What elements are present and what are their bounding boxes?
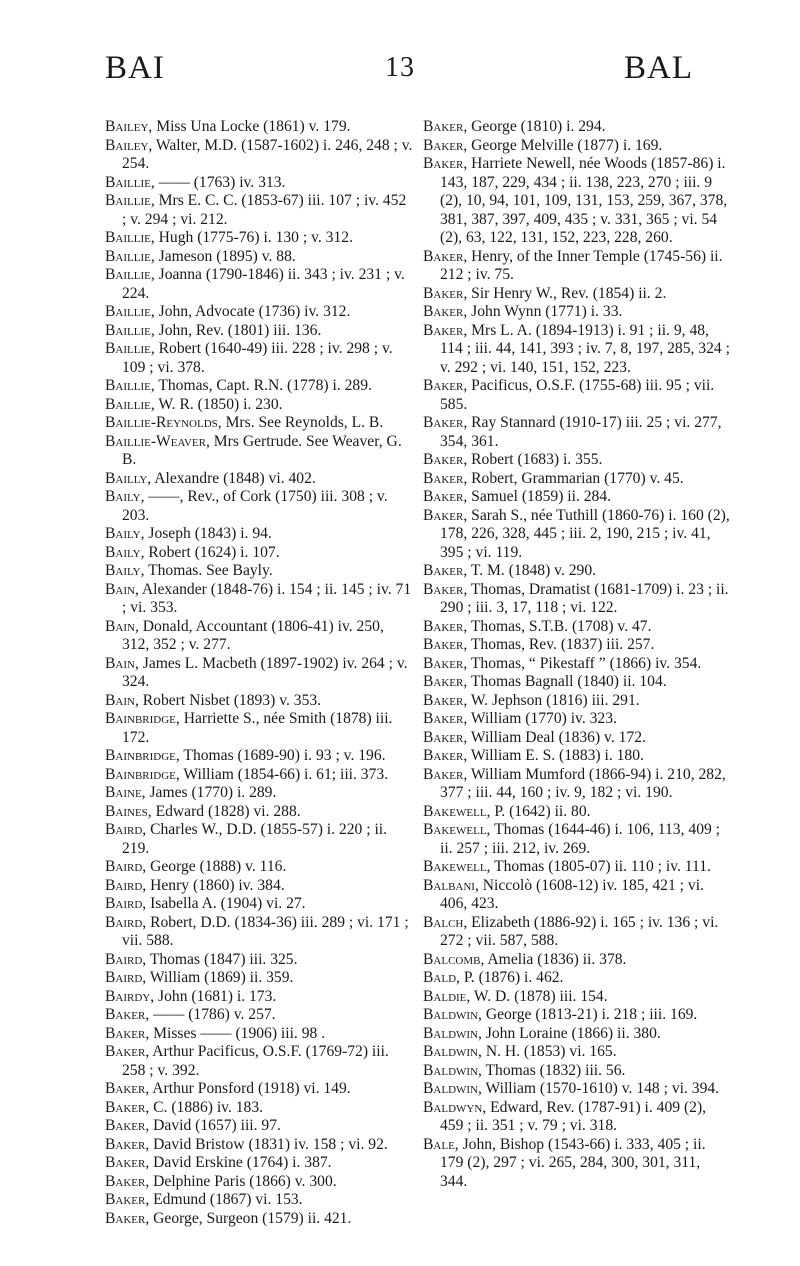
- entry-surname: Bakewell,: [423, 858, 491, 875]
- entry-details: Robert, D.D. (1834-36) iii. 289 ; vi. 171 ; vii. 588.: [122, 913, 409, 949]
- entry-details: John Wynn (1771) i. 33.: [471, 303, 623, 320]
- entry-surname: Baker,: [423, 580, 468, 598]
- index-entry: [105, 192, 413, 229]
- entry-surname: Balcomb,: [423, 950, 485, 968]
- entry-details: John, Rev. (1801) iii. 136.: [158, 321, 322, 339]
- entry-surname: Bain,: [105, 580, 139, 598]
- entry-details: Alexander (1848-76) i. 154 ; ii. 145 ; iv. 71 ; vi. 353.: [122, 580, 412, 616]
- entry-details: Misses —— (1906) iii. 98 .: [153, 1024, 326, 1042]
- entry-surname: Baker,: [105, 1098, 150, 1116]
- entry-details: Hugh (1775-76) i. 130 ; v. 312.: [158, 229, 353, 246]
- entry-surname: Baker,: [423, 617, 468, 635]
- index-entry: [105, 618, 413, 655]
- entry-details: Niccolò (1608-12) iv. 185, 421 ; vi. 406, 423.: [440, 876, 704, 912]
- entry-surname: Baird,: [105, 876, 147, 894]
- index-entry: [105, 266, 413, 303]
- entry-details: C. (1886) iv. 183.: [153, 1098, 264, 1116]
- entry-surname: Bainbridge,: [105, 710, 180, 727]
- entry-details: Thomas (1689-90) i. 93 ; v. 196.: [183, 747, 386, 764]
- header-first-entry-key: BAI: [105, 50, 165, 86]
- index-entry: [105, 747, 413, 766]
- entry-details: Thomas, Dramatist (1681-1709) i. 23 ; ii. 290 ; iii. 3, 17, 118 ; vi. 122.: [440, 580, 729, 616]
- entry-details: W. R. (1850) i. 230.: [158, 395, 283, 413]
- entry-details: Thomas (1644-46) i. 106, 113, 409 ; ii. 257 ; iii. 212, iv. 269.: [440, 821, 721, 857]
- index-entry: [105, 1099, 413, 1118]
- entry-details: Harriete Newell, née Woods (1857-86) i. 143, 187, 229, 434 ; ii. 138, 223, 270 ; iii. 9 (2), 10, 94, 101, 109, 131, 153, 259, 367, 378, 381, 387, 397, 409, 435 ; v. 331, 365 ; vi. 54 (2), 63, 122, 131, 152, 223, 228, 260.: [440, 155, 728, 246]
- entry-details: Joseph (1843) i. 94.: [148, 525, 272, 542]
- entry-surname: Baker,: [423, 673, 468, 690]
- entry-details: N. H. (1853) vi. 165.: [485, 1043, 617, 1060]
- entry-surname: Baker,: [423, 469, 468, 487]
- entry-details: Mrs. See Reynolds, L. B.: [225, 414, 384, 431]
- index-entry: [423, 562, 731, 581]
- entry-surname: Baker,: [423, 488, 468, 505]
- entry-details: Thomas (1832) iii. 56.: [485, 1061, 626, 1079]
- entry-details: Mrs E. C. C. (1853-67) iii. 107 ; iv. 452 ; v. 294 ; vi. 212.: [122, 192, 407, 228]
- index-entry: [423, 470, 731, 489]
- entry-details: Edward, Rev. (1787-91) i. 409 (2), 459 ; ii. 351 ; v. 79 ; vi. 318.: [440, 1098, 707, 1134]
- index-entry: [105, 895, 413, 914]
- index-entry: [105, 1173, 413, 1192]
- entry-details: William Deal (1836) v. 172.: [470, 728, 646, 746]
- entry-details: David Erskine (1764) i. 387.: [153, 1154, 332, 1171]
- entry-details: Elizabeth (1886-92) i. 165 ; iv. 136 ; vi. 272 ; vii. 587, 588.: [440, 913, 719, 949]
- entry-surname: Baillie,: [105, 229, 155, 246]
- entry-surname: Baker,: [423, 728, 468, 746]
- index-entry: [105, 951, 413, 970]
- entry-details: Thomas, Rev. (1837) iii. 257.: [470, 636, 655, 653]
- entry-details: George Melville (1877) i. 169.: [471, 136, 663, 154]
- entry-details: Edward (1828) vi. 288.: [155, 802, 301, 820]
- index-entry: [105, 248, 413, 267]
- index-entry: [105, 303, 413, 322]
- entry-surname: Baird,: [105, 858, 147, 875]
- index-entry: [105, 414, 413, 433]
- entry-details: Thomas Bagnall (1840) ii. 104.: [470, 673, 667, 690]
- entry-surname: Bald,: [423, 969, 460, 986]
- index-entry: [105, 137, 413, 174]
- entry-surname: Baillie-Reynolds,: [105, 414, 222, 431]
- entry-surname: Baines,: [105, 802, 152, 820]
- entry-surname: Bairdy,: [105, 987, 155, 1005]
- entry-surname: Baker,: [105, 1191, 150, 1208]
- index-entry: [105, 1210, 413, 1229]
- index-entry: [105, 118, 413, 137]
- entry-surname: Baldwin,: [423, 1080, 482, 1097]
- entry-details: —— (1763) iv. 313.: [158, 173, 286, 191]
- entry-surname: Baillie,: [105, 377, 155, 394]
- entry-surname: Baillie,: [105, 173, 155, 191]
- entry-details: John Loraine (1866) ii. 380.: [485, 1024, 661, 1042]
- index-column-right: [423, 118, 731, 1191]
- entry-details: Mrs L. A. (1894-1913) i. 91 ; ii. 9, 48, 114 ; iii. 44, 141, 393 ; iv. 7, 8, 197, 285, 324 ; v. 292 ; vi. 140, 151, 152, 223.: [440, 321, 730, 376]
- entry-surname: Baird,: [105, 969, 147, 986]
- index-entry: [105, 766, 413, 785]
- index-entry: [423, 969, 731, 988]
- index-entry: [423, 729, 731, 748]
- entry-details: William (1770) iv. 323.: [470, 710, 617, 727]
- index-entry: [423, 1136, 731, 1192]
- index-entry: [105, 692, 413, 711]
- entry-surname: Baker,: [423, 247, 468, 265]
- entry-details: William Mumford (1866-94) i. 210, 282, 377 ; iii. 44, 160 ; iv. 9, 182 ; vi. 190.: [440, 765, 726, 801]
- entry-surname: Baker,: [105, 1080, 150, 1097]
- entry-surname: Bale,: [423, 1135, 459, 1153]
- entry-surname: Baker,: [105, 1117, 150, 1134]
- entry-details: Arthur Ponsford (1918) vi. 149.: [152, 1080, 351, 1097]
- index-entry: [105, 1080, 413, 1099]
- entry-details: Isabella A. (1904) vi. 27.: [150, 895, 306, 912]
- entry-details: John (1681) i. 173.: [158, 987, 277, 1005]
- entry-details: Arthur Pacificus, O.S.F. (1769-72) iii. 258 ; v. 392.: [122, 1043, 389, 1079]
- entry-surname: Balbani,: [423, 876, 479, 894]
- index-entry: [423, 951, 731, 970]
- index-entry: [105, 525, 413, 544]
- index-entry: [423, 303, 731, 322]
- entry-details: James L. Macbeth (1897-1902) iv. 264 ; v. 324.: [122, 654, 408, 690]
- page-number: 13: [385, 52, 415, 83]
- entry-surname: Baine,: [105, 784, 146, 801]
- entry-surname: Baker,: [105, 1209, 150, 1227]
- index-entry: [423, 137, 731, 156]
- header-last-entry-key: BAL: [624, 50, 693, 86]
- index-entry: [105, 821, 413, 858]
- index-entry: [423, 655, 731, 674]
- index-entry: [105, 710, 413, 747]
- entry-details: George (1888) v. 116.: [150, 858, 287, 875]
- index-entry: [423, 155, 731, 248]
- entry-details: John, Advocate (1736) iv. 312.: [158, 303, 351, 320]
- index-entry: [105, 1043, 413, 1080]
- page-header: [0, 50, 800, 100]
- index-entry: [423, 618, 731, 637]
- entry-details: Robert Nisbet (1893) v. 353.: [142, 691, 322, 709]
- entry-surname: Baldwin,: [423, 1024, 482, 1042]
- entry-surname: Baker,: [423, 691, 468, 709]
- index-entry: [423, 581, 731, 618]
- entry-surname: Baker,: [105, 1154, 150, 1171]
- entry-surname: Bakewell,: [423, 821, 491, 838]
- index-entry: [105, 969, 413, 988]
- entry-surname: Baker,: [423, 321, 468, 339]
- entry-surname: Bain,: [105, 617, 139, 635]
- entry-surname: Baldwin,: [423, 1061, 482, 1079]
- index-entry: [423, 451, 731, 470]
- entry-surname: Baillie,: [105, 340, 155, 357]
- entry-details: —— (1786) v. 257.: [153, 1006, 276, 1023]
- index-entry: [423, 488, 731, 507]
- index-entry: [423, 766, 731, 803]
- entry-details: Charles W., D.D. (1855-57) i. 220 ; ii. 219.: [122, 821, 388, 857]
- index-entry: [105, 1154, 413, 1173]
- entry-details: Miss Una Locke (1861) v. 179.: [156, 118, 351, 135]
- entry-surname: Balch,: [423, 913, 468, 931]
- entry-surname: Baker,: [423, 303, 468, 320]
- index-entry: [423, 1099, 731, 1136]
- entry-surname: Baillie,: [105, 321, 155, 339]
- entry-surname: Baldwyn,: [423, 1098, 487, 1116]
- entry-surname: Baillie,: [105, 247, 155, 265]
- index-entry: [423, 507, 731, 563]
- entry-surname: Baker,: [423, 451, 468, 468]
- index-entry: [105, 322, 413, 341]
- entry-details: Thomas, “ Pikestaff ” (1866) iv. 354.: [470, 654, 702, 672]
- entry-details: Robert (1640-49) iii. 228 ; iv. 298 ; v. 109 ; vi. 378.: [122, 340, 393, 376]
- entry-surname: Baker,: [423, 710, 468, 727]
- index-entry: [105, 1191, 413, 1210]
- index-entry: [423, 377, 731, 414]
- index-entry: [423, 914, 731, 951]
- entry-surname: Bain,: [105, 654, 139, 672]
- index-entry: [105, 229, 413, 248]
- entry-surname: Baily,: [105, 525, 145, 542]
- entry-surname: Baker,: [423, 414, 468, 431]
- index-entry: [423, 710, 731, 729]
- index-entry: [423, 1080, 731, 1099]
- entry-surname: Baldie,: [423, 987, 471, 1005]
- entry-surname: Baker,: [105, 1135, 150, 1153]
- entry-details: George (1813-21) i. 218 ; iii. 169.: [485, 1006, 698, 1023]
- index-entry: [105, 784, 413, 803]
- index-entry: [105, 340, 413, 377]
- index-column-left: [105, 118, 413, 1228]
- entry-details: P. (1876) i. 462.: [463, 969, 564, 986]
- index-entry: [105, 544, 413, 563]
- entry-details: Delphine Paris (1866) v. 300.: [153, 1172, 337, 1190]
- entry-details: Henry (1860) iv. 384.: [150, 876, 285, 894]
- entry-surname: Baily,: [105, 543, 145, 561]
- entry-details: Henry, of the Inner Temple (1745-56) ii. 212 ; iv. 75.: [440, 247, 723, 283]
- entry-details: ——, Rev., of Cork (1750) iii. 308 ; v. 203.: [122, 488, 388, 524]
- entry-details: Donald, Accountant (1806-41) iv. 250, 312, 352 ; v. 277.: [122, 617, 384, 653]
- entry-surname: Baker,: [105, 1006, 150, 1023]
- entry-details: George (1810) i. 294.: [471, 118, 606, 135]
- entry-surname: Baillie,: [105, 266, 155, 283]
- entry-surname: Bainbridge,: [105, 765, 180, 783]
- entry-details: Alexandre (1848) vi. 402.: [154, 469, 316, 487]
- entry-details: Thomas, S.T.B. (1708) v. 47.: [470, 617, 652, 635]
- entry-details: W. D. (1878) iii. 154.: [473, 987, 608, 1005]
- index-entry: [105, 877, 413, 896]
- entry-surname: Baillie,: [105, 303, 155, 320]
- entry-details: David Bristow (1831) iv. 158 ; vi. 92.: [153, 1135, 388, 1153]
- index-entry: [105, 562, 413, 581]
- entry-surname: Baker,: [423, 506, 468, 524]
- entry-surname: Baird,: [105, 950, 147, 968]
- entry-details: Walter, M.D. (1587-1602) i. 246, 248 ; v. 254.: [122, 136, 413, 172]
- entry-surname: Baker,: [423, 377, 468, 394]
- entry-details: William (1570-1610) v. 148 ; vi. 394.: [485, 1080, 720, 1097]
- index-entry: [423, 1062, 731, 1081]
- index-entry: [105, 581, 413, 618]
- entry-details: Harriette S., née Smith (1878) iii. 172.: [122, 710, 393, 746]
- entry-surname: Bailey,: [105, 136, 153, 154]
- entry-surname: Baker,: [423, 654, 468, 672]
- index-entry: [423, 118, 731, 137]
- entry-details: Joanna (1790-1846) ii. 343 ; iv. 231 ; v. 224.: [122, 266, 405, 302]
- index-entry: [105, 803, 413, 822]
- index-entry: [423, 988, 731, 1007]
- entry-details: Amelia (1836) ii. 378.: [487, 950, 627, 968]
- entry-details: Robert (1683) i. 355.: [471, 451, 603, 468]
- entry-details: Sarah S., née Tuthill (1860-76) i. 160 (2), 178, 226, 328, 445 ; iii. 2, 190, 215 ; iv. 41, 395 ; vi. 119.: [440, 506, 730, 561]
- entry-surname: Baillie-Weaver,: [105, 432, 210, 450]
- entry-details: Robert (1624) i. 107.: [148, 543, 280, 561]
- entry-details: Samuel (1859) ii. 284.: [471, 488, 612, 505]
- index-entry: [423, 1006, 731, 1025]
- index-entry: [423, 285, 731, 304]
- index-entry: [105, 655, 413, 692]
- entry-details: Mrs Gertrude. See Weaver, G. B.: [122, 432, 402, 468]
- index-entry: [105, 433, 413, 470]
- index-entry: [105, 1117, 413, 1136]
- entry-details: Sir Henry W., Rev. (1854) ii. 2.: [471, 284, 667, 302]
- entry-details: James (1770) i. 289.: [149, 784, 277, 801]
- entry-surname: Baker,: [423, 284, 468, 302]
- index-entry: [423, 673, 731, 692]
- entry-surname: Baillie,: [105, 395, 155, 413]
- entry-details: Edmund (1867) vi. 153.: [153, 1191, 303, 1208]
- index-entry: [105, 858, 413, 877]
- entry-surname: Baker,: [423, 636, 468, 653]
- entry-details: T. M. (1848) v. 290.: [470, 562, 597, 579]
- entry-details: Robert, Grammarian (1770) v. 45.: [471, 469, 684, 487]
- index-entry: [423, 692, 731, 711]
- entry-details: Thomas (1847) iii. 325.: [149, 950, 298, 968]
- entry-details: William (1854-66) i. 61; iii. 373.: [183, 765, 389, 783]
- index-entry: [105, 470, 413, 489]
- entry-details: Thomas, Capt. R.N. (1778) i. 289.: [158, 377, 372, 394]
- index-entry: [105, 1136, 413, 1155]
- entry-surname: Bain,: [105, 691, 139, 709]
- entry-surname: Baker,: [105, 1024, 150, 1042]
- index-entry: [423, 322, 731, 378]
- index-entry: [423, 1043, 731, 1062]
- entry-surname: Baker,: [105, 1172, 150, 1190]
- entry-details: George, Surgeon (1579) ii. 421.: [153, 1209, 352, 1227]
- index-entry: [105, 396, 413, 415]
- entry-surname: Baker,: [423, 155, 468, 172]
- index-entry: [423, 858, 731, 877]
- index-entry: [423, 248, 731, 285]
- entry-surname: Bakewell,: [423, 802, 491, 820]
- entry-surname: Baillie,: [105, 192, 155, 209]
- index-entry: [105, 377, 413, 396]
- index-entry: [423, 1025, 731, 1044]
- entry-details: William E. S. (1883) i. 180.: [470, 747, 644, 764]
- index-entry: [423, 821, 731, 858]
- entry-surname: Baker,: [423, 765, 468, 783]
- entry-surname: Baily,: [105, 488, 145, 505]
- entry-surname: Baird,: [105, 913, 147, 931]
- entry-details: Jameson (1895) v. 88.: [158, 247, 296, 265]
- entry-surname: Baker,: [105, 1043, 150, 1060]
- entry-details: John, Bishop (1543-66) i. 333, 405 ; ii. 179 (2), 297 ; vi. 265, 284, 300, 301, 311, 344.: [440, 1135, 706, 1190]
- entry-surname: Bailey,: [105, 118, 153, 135]
- index-entry: [105, 1006, 413, 1025]
- entry-surname: Baker,: [423, 118, 468, 135]
- index-entry: [423, 636, 731, 655]
- entry-surname: Bailly,: [105, 469, 152, 487]
- index-entry: [105, 988, 413, 1007]
- entry-surname: Bainbridge,: [105, 747, 180, 764]
- index-entry: [105, 1025, 413, 1044]
- entry-surname: Baily,: [105, 562, 145, 579]
- entry-details: William (1869) ii. 359.: [149, 969, 294, 986]
- index-entry: [105, 914, 413, 951]
- entry-details: P. (1642) ii. 80.: [494, 802, 591, 820]
- entry-surname: Baird,: [105, 895, 147, 912]
- entry-details: W. Jephson (1816) iii. 291.: [470, 691, 640, 709]
- index-entry: [423, 747, 731, 766]
- entry-details: David (1657) iii. 97.: [153, 1117, 281, 1134]
- entry-surname: Baker,: [423, 136, 468, 154]
- index-entry: [105, 488, 413, 525]
- entry-details: Ray Stannard (1910-17) iii. 25 ; vi. 277, 354, 361.: [440, 414, 722, 450]
- entry-details: Pacificus, O.S.F. (1755-68) iii. 95 ; vii. 585.: [440, 377, 715, 413]
- entry-surname: Baker,: [423, 562, 468, 579]
- entry-surname: Baldwin,: [423, 1043, 482, 1060]
- index-entry: [423, 414, 731, 451]
- entry-surname: Baird,: [105, 821, 147, 838]
- index-entry: [423, 803, 731, 822]
- index-entry: [423, 877, 731, 914]
- entry-details: Thomas (1805-07) ii. 110 ; iv. 111.: [494, 858, 711, 875]
- entry-surname: Baker,: [423, 747, 468, 764]
- entry-details: Thomas. See Bayly.: [148, 562, 273, 579]
- index-entry: [105, 174, 413, 193]
- entry-surname: Baldwin,: [423, 1006, 482, 1023]
